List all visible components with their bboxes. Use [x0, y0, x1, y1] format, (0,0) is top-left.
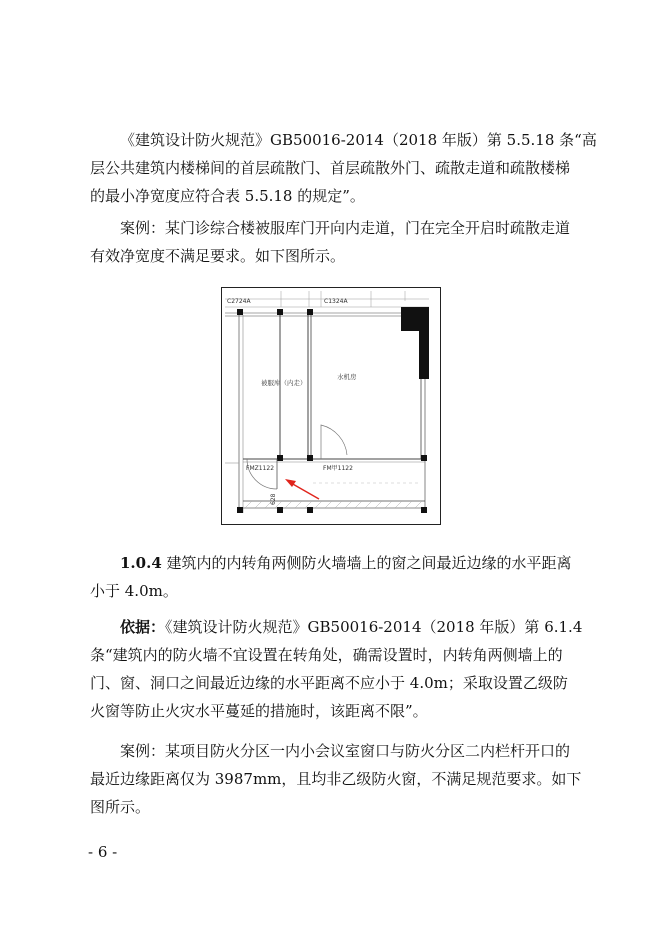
basis-label: 依据：	[120, 618, 166, 636]
p3-line-2: 小于 4.0m。	[90, 582, 178, 600]
dimension-label: 628	[270, 493, 277, 505]
p3-line-1-text: 建筑内的内转角两侧防火墙墙上的窗之间最近边缘的水平距离	[166, 554, 572, 572]
paragraph-5	[90, 737, 580, 821]
p5-line-2: 最近边缘距离仅为 3987mm，且均非乙级防火窗，不满足规范要求。如下	[90, 770, 582, 788]
p3-line-1	[90, 549, 580, 577]
floor-plan-figure	[221, 287, 441, 525]
p4-line-2: 条“建筑内的防火墙不宜设置在转角处，确需设置时，内转角两侧墙上的	[90, 646, 563, 664]
p4-line-4: 火窗等防止火灾水平蔓延的措施时，该距离不限”。	[90, 702, 428, 720]
paragraph-4	[90, 613, 583, 725]
room-label-right: 水机房	[337, 373, 357, 381]
floor-plan-drawing	[221, 287, 441, 525]
window-label-left: C2724A	[227, 298, 251, 305]
paragraph-3	[90, 549, 580, 605]
paragraph-2	[90, 214, 580, 270]
door-label-right: FM甲1122	[323, 465, 353, 472]
p1-line-1: 《建筑设计防火规范》GB50016-2014（2018 年版）第 5.5.18 条“高	[120, 131, 597, 149]
window-label-right: C1324A	[324, 298, 348, 305]
p4-line-1	[90, 613, 583, 641]
p2-line-2: 有效净宽度不满足要求。如下图所示。	[90, 247, 346, 265]
clause-number: 1.0.4	[120, 554, 162, 572]
page-number: - 6 -	[88, 843, 118, 861]
room-label-left: 被服库（内走）	[261, 379, 307, 387]
p2-line-1: 案例：某门诊综合楼被服库门开向内走道，门在完全开启时疏散走道	[120, 219, 571, 237]
p5-line-3: 图所示。	[90, 798, 151, 816]
p1-line-2: 层公共建筑内楼梯间的首层疏散门、首层疏散外门、疏散走道和疏散楼梯	[90, 159, 571, 177]
p5-line-1: 案例：某项目防火分区一内小会议室窗口与防火分区二内栏杆开口的	[120, 742, 571, 760]
p1-line-3: 的最小净宽度应符合表 5.5.18 的规定”。	[90, 187, 365, 205]
p4-line-3: 门、窗、洞口之间最近边缘的水平距离不应小于 4.0m；采取设置乙级防	[90, 674, 568, 692]
paragraph-1	[90, 126, 597, 210]
door-label-left: FMZ1122	[246, 465, 275, 472]
p4-line-1-text: 《建筑设计防火规范》GB50016-2014（2018 年版）第 6.1.4	[165, 618, 583, 636]
